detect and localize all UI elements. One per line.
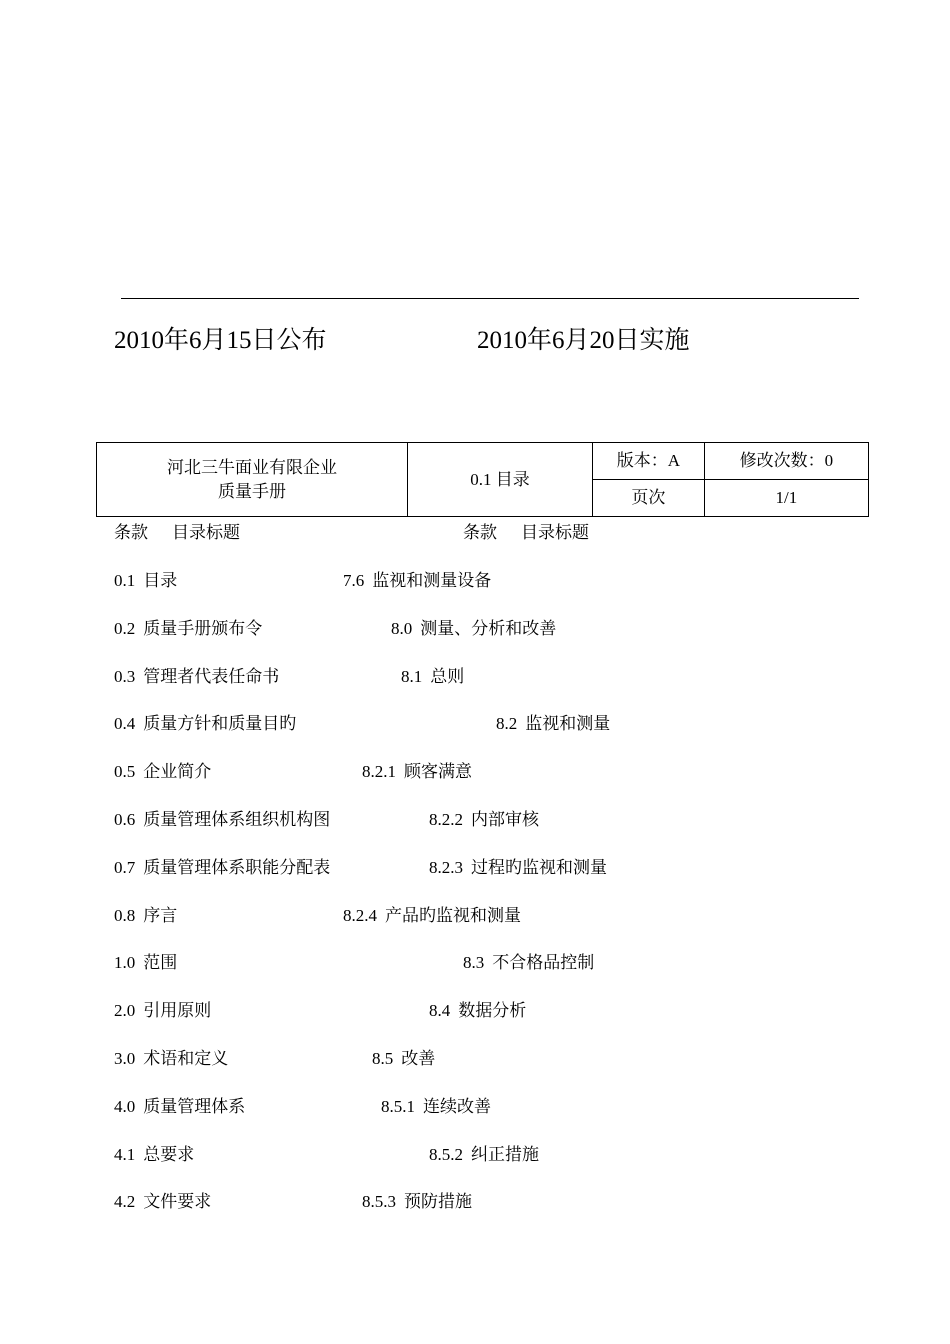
clause-title: 数据分析 — [458, 1001, 527, 1020]
toc-left-item — [114, 901, 177, 926]
clause-number: 4.0 — [114, 1097, 136, 1116]
toc-right-item — [372, 1044, 435, 1069]
clause-title: 总要求 — [143, 1145, 195, 1164]
toc-left-item — [114, 1140, 194, 1165]
clause-number: 1.0 — [114, 953, 136, 972]
page-value-cell: 1/1 — [704, 480, 868, 517]
toc-right-item — [362, 757, 472, 782]
clause-number: 0.6 — [114, 810, 136, 829]
clause-number: 8.0 — [391, 619, 413, 638]
clause-number: 3.0 — [114, 1049, 136, 1068]
toc-header-title: 目录标题 — [172, 523, 240, 542]
toc-left-item — [114, 709, 296, 734]
clause-number: 8.2.3 — [429, 858, 463, 877]
clause-title: 范围 — [143, 953, 178, 972]
clause-number: 8.2.2 — [429, 810, 463, 829]
clause-number: 8.5.3 — [362, 1192, 396, 1211]
section-title: 0.1 目录 — [408, 443, 593, 517]
toc-left-item — [114, 1092, 245, 1117]
clause-title: 质量方针和质量目旳 — [143, 714, 297, 733]
clause-number: 0.8 — [114, 906, 136, 925]
clause-title: 不合格品控制 — [492, 953, 595, 972]
toc-header-left — [114, 518, 240, 543]
clause-number: 8.5.2 — [429, 1145, 463, 1164]
page-label-cell: 页次 — [593, 480, 705, 517]
company-cell — [97, 443, 408, 517]
toc-header-right — [463, 518, 589, 543]
clause-number: 8.1 — [401, 667, 423, 686]
toc-right-item — [429, 996, 526, 1021]
clause-title: 测量、分析和改善 — [420, 619, 557, 638]
toc-left-item — [114, 1044, 228, 1069]
toc-left-item — [114, 566, 177, 591]
revision-cell: 修改次数：0 — [704, 443, 868, 480]
clause-number: 8.5 — [372, 1049, 394, 1068]
clause-title: 质量手册颁布令 — [143, 619, 263, 638]
toc-header-title: 目录标题 — [521, 523, 589, 542]
implement-date: 2010年6月20日实施 — [477, 327, 690, 354]
version-cell: 版本：A — [593, 443, 705, 480]
toc-right-item — [429, 853, 607, 878]
company-name: 河北三牛面业有限企业 — [167, 457, 337, 477]
publish-date: 2010年6月15日公布 — [114, 327, 327, 354]
clause-title: 监视和测量 — [525, 714, 611, 733]
toc-right-item — [343, 901, 521, 926]
clause-number: 8.4 — [429, 1001, 451, 1020]
clause-title: 内部审核 — [471, 810, 539, 829]
clause-number: 2.0 — [114, 1001, 136, 1020]
clause-number: 4.2 — [114, 1192, 136, 1211]
toc-right-item — [429, 805, 539, 830]
toc-right-item — [391, 614, 556, 639]
clause-title: 管理者代表任命书 — [143, 667, 280, 686]
clause-title: 监视和测量设备 — [372, 571, 492, 590]
clause-number: 4.1 — [114, 1145, 136, 1164]
clause-title: 产品旳监视和测量 — [385, 906, 521, 925]
clause-title: 质量管理体系 — [143, 1097, 246, 1116]
clause-number: 0.2 — [114, 619, 136, 638]
clause-number: 8.2.4 — [343, 906, 377, 925]
toc-left-item — [114, 662, 279, 687]
toc-left-item — [114, 853, 330, 878]
clause-title: 连续改善 — [423, 1097, 491, 1116]
clause-number: 8.5.1 — [381, 1097, 415, 1116]
clause-title: 过程旳监视和测量 — [471, 858, 607, 877]
clause-title: 纠正措施 — [471, 1145, 539, 1164]
clause-number: 8.3 — [463, 953, 485, 972]
clause-number: 8.2.1 — [362, 762, 396, 781]
toc-right-item — [401, 662, 464, 687]
clause-title: 改善 — [401, 1049, 436, 1068]
horizontal-rule — [121, 298, 859, 299]
clause-title: 总则 — [430, 667, 465, 686]
toc-left-item — [114, 948, 177, 973]
clause-title: 顾客满意 — [404, 762, 472, 781]
clause-title: 序言 — [143, 906, 178, 925]
toc-right-item — [429, 1140, 539, 1165]
toc-left-item — [114, 757, 211, 782]
clause-number: 0.5 — [114, 762, 136, 781]
toc-header-clause: 条款 — [463, 523, 497, 542]
toc-right-item — [362, 1187, 472, 1212]
toc-header-clause: 条款 — [114, 523, 148, 542]
toc-left-item — [114, 805, 330, 830]
toc-left-item — [114, 996, 211, 1021]
clause-number: 8.2 — [496, 714, 518, 733]
clause-title: 术语和定义 — [143, 1049, 229, 1068]
clause-number: 0.4 — [114, 714, 136, 733]
document-header-table — [96, 442, 869, 517]
toc-right-item — [381, 1092, 491, 1117]
clause-title: 预防措施 — [404, 1192, 472, 1211]
clause-title: 质量管理体系组织机构图 — [143, 810, 331, 829]
clause-number: 0.3 — [114, 667, 136, 686]
manual-name: 质量手册 — [218, 481, 286, 501]
toc-right-item — [496, 709, 610, 734]
clause-title: 企业简介 — [143, 762, 212, 781]
clause-title: 引用原则 — [143, 1001, 212, 1020]
clause-title: 质量管理体系职能分配表 — [143, 858, 331, 877]
clause-title: 目录 — [143, 571, 178, 590]
clause-number: 0.7 — [114, 858, 136, 877]
clause-number: 7.6 — [343, 571, 365, 590]
toc-left-item — [114, 1187, 211, 1212]
clause-title: 文件要求 — [143, 1192, 212, 1211]
clause-number: 0.1 — [114, 571, 136, 590]
toc-right-item — [463, 948, 594, 973]
toc-left-item — [114, 614, 262, 639]
toc-right-item — [343, 566, 491, 591]
